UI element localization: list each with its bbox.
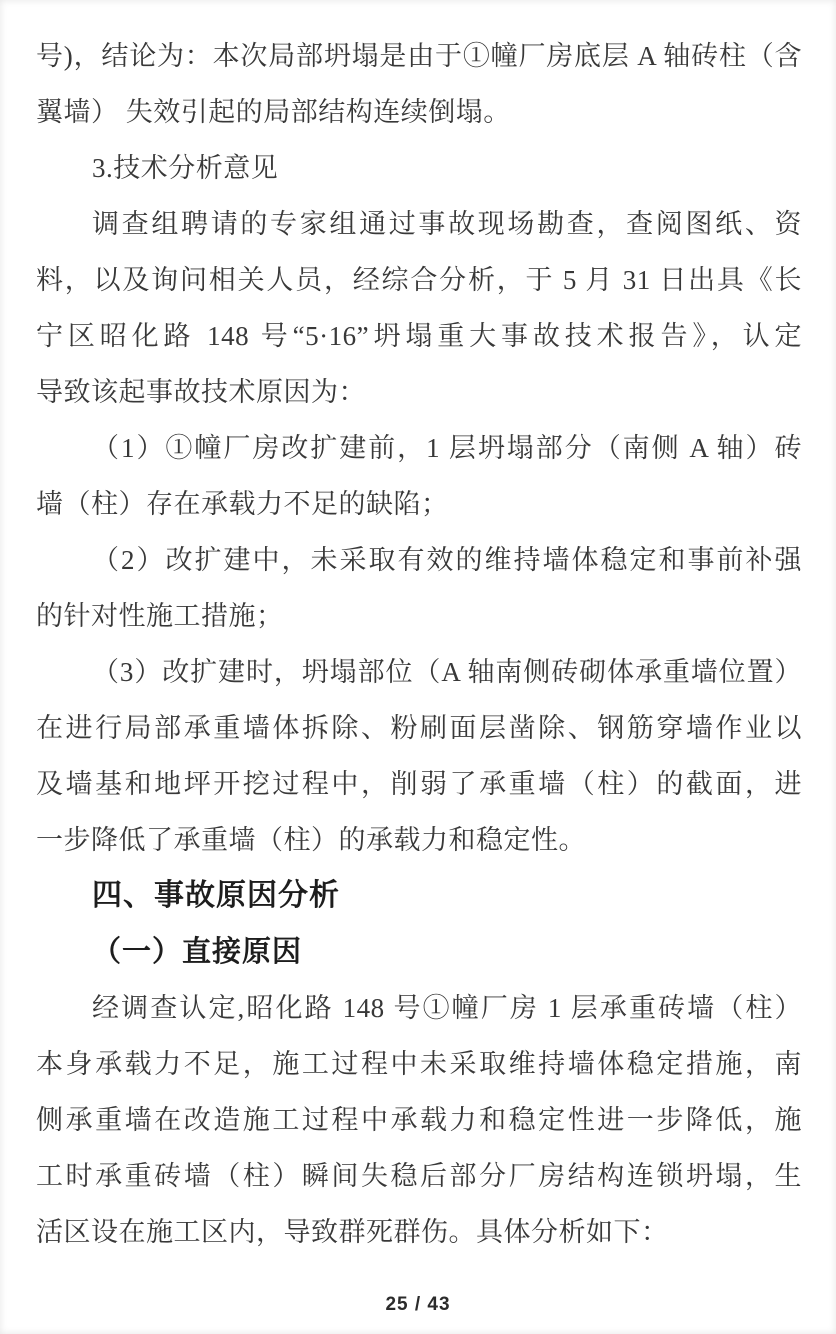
text-line: 宁区昭化路 148 号“5·16”坍塌重大事故技术报告》，认定 — [36, 321, 802, 351]
text-line: 活区设在施工区内，导致群死群伤。具体分析如下： — [36, 1217, 669, 1247]
text-line: 导致该起事故技术原因为： — [36, 377, 366, 407]
text-line-cause-1: （1）①幢厂房改扩建前，1 层坍塌部分（南侧 A 轴）砖 — [92, 433, 802, 463]
text-line-cause-3: （3）改扩建时，坍塌部位（A 轴南侧砖砌体承重墙位置） — [92, 657, 802, 687]
text-line: 及墙基和地坪开挖过程中，削弱了承重墙（柱）的截面，进 — [36, 769, 802, 799]
text-line: 料，以及询问相关人员，经综合分析，于 5 月 31 日出具《长 — [36, 265, 802, 295]
text-line: 的针对性施工措施； — [36, 601, 284, 631]
text-line-cause-2: （2）改扩建中，未采取有效的维持墙体稳定和事前补强 — [92, 545, 802, 575]
page-number: 25 / 43 — [385, 1294, 451, 1315]
subheading-tech-analysis: 3.技术分析意见 — [92, 153, 279, 183]
text-line: 墙（柱）存在承载力不足的缺陷； — [36, 489, 449, 519]
subsection-heading-direct-cause: （一）直接原因 — [92, 936, 303, 968]
text-line: 工时承重砖墙（柱）瞬间失稳后部分厂房结构连锁坍塌，生 — [36, 1161, 802, 1191]
text-line: 一步降低了承重墙（柱）的承载力和稳定性。 — [36, 825, 586, 855]
text-line: 调查组聘请的专家组通过事故现场勘查，查阅图纸、资 — [92, 209, 802, 239]
text-line: 侧承重墙在改造施工过程中承载力和稳定性进一步降低，施 — [36, 1105, 802, 1135]
text-line: 号)，结论为：本次局部坍塌是由于①幢厂房底层 A 轴砖柱（含 — [36, 41, 802, 71]
text-line: 在进行局部承重墙体拆除、粉刷面层凿除、钢筋穿墙作业以 — [36, 713, 802, 743]
text-line: 经调查认定,昭化路 148 号①幢厂房 1 层承重砖墙（柱） — [92, 993, 802, 1023]
section-heading-cause-analysis: 四、事故原因分析 — [92, 879, 340, 912]
text-line: 本身承载力不足，施工过程中未采取维持墙体稳定措施，南 — [36, 1049, 802, 1079]
text-line: 翼墙） 失效引起的局部结构连续倒塌。 — [36, 97, 511, 127]
